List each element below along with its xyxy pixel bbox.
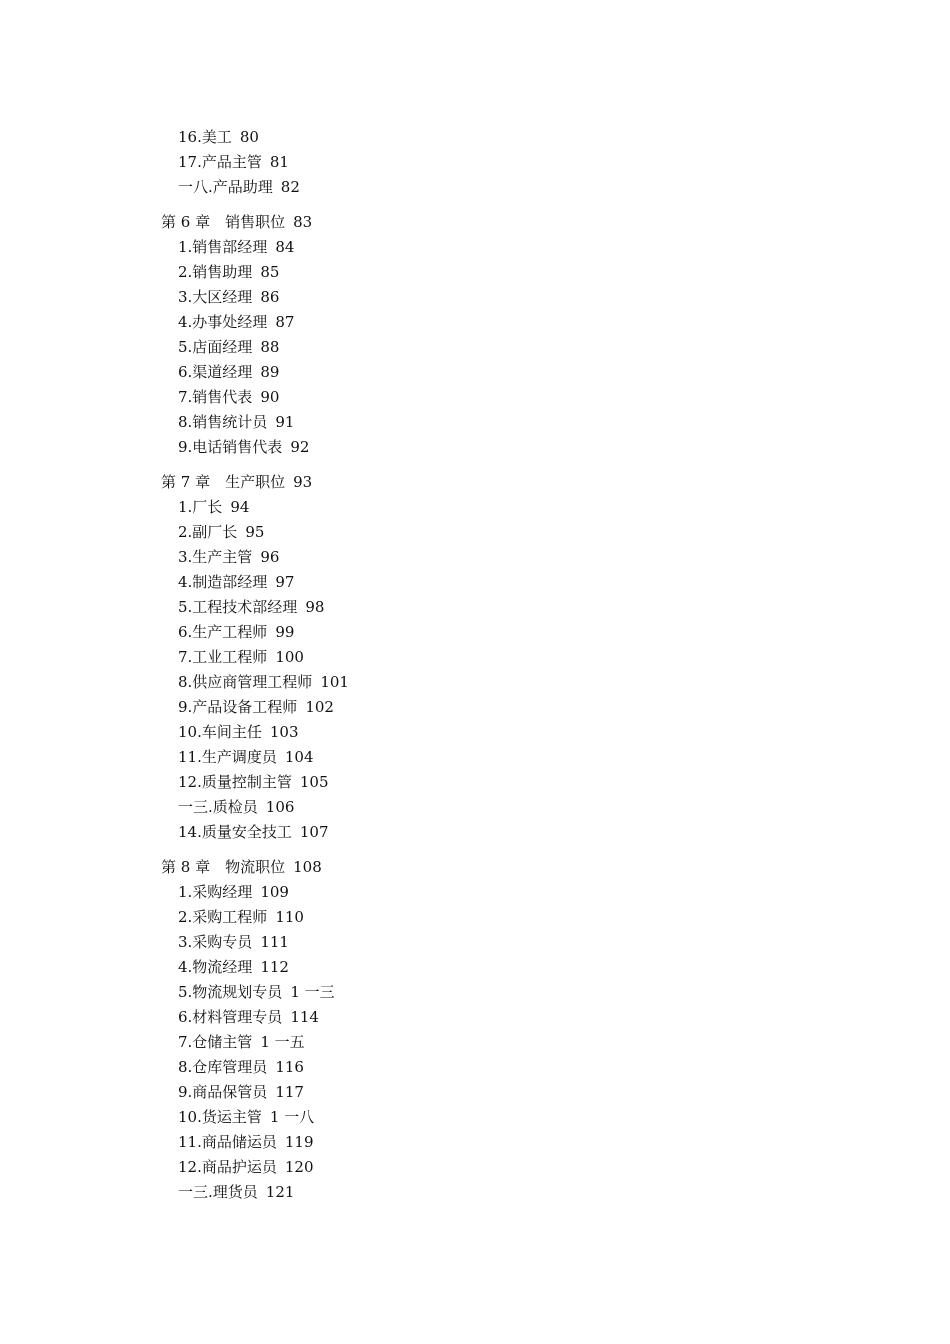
toc-entry-page: 1 一五 (260, 1033, 305, 1051)
toc-entry-page: 98 (305, 598, 325, 616)
toc-entry[interactable] (0, 930, 950, 955)
toc-entry-page: 1 一三 (290, 983, 335, 1001)
toc-entry-page: 110 (275, 908, 304, 926)
toc-entry-page: 111 (260, 933, 289, 951)
toc-entry-page: 119 (284, 1133, 314, 1151)
chapter-label: 第 7 章 (161, 473, 211, 491)
toc-entry-page: 103 (269, 723, 299, 741)
toc-entry-page: 88 (260, 338, 280, 356)
toc-entry[interactable] (0, 260, 950, 285)
chapter-section (0, 210, 950, 460)
chapter-heading[interactable] (0, 855, 950, 880)
toc-entry-page: 105 (299, 773, 329, 791)
chapter-label: 第 6 章 (161, 213, 211, 231)
toc-entry-page: 95 (245, 523, 265, 541)
toc-entry[interactable] (0, 175, 950, 200)
toc-entry-title: 2.采购工程师 (178, 908, 268, 926)
toc-entry[interactable] (0, 1055, 950, 1080)
toc-entry[interactable] (0, 435, 950, 460)
toc-entry-page: 116 (275, 1058, 304, 1076)
toc-entry-title: 9.电话销售代表 (178, 438, 283, 456)
chapter-page: 108 (293, 858, 322, 876)
toc-entry-page: 107 (299, 823, 329, 841)
chapter-title: 生产职位 (225, 473, 286, 491)
chapter-heading[interactable] (0, 210, 950, 235)
toc-entry[interactable] (0, 285, 950, 310)
chapter-entries (0, 495, 950, 845)
toc-entry-title: 4.办事处经理 (178, 313, 268, 331)
toc-entry-title: 1.销售部经理 (178, 238, 268, 256)
toc-entry-title: 一三.理货员 (178, 1183, 258, 1201)
toc-entry-title: 一八.产品助理 (178, 178, 273, 196)
toc-entry[interactable] (0, 695, 950, 720)
toc-entry-title: 9.商品保管员 (178, 1083, 268, 1101)
toc-entry-title: 11.商品储运员 (178, 1133, 277, 1151)
toc-entry-page: 91 (275, 413, 295, 431)
toc-entry-title: 8.仓库管理员 (178, 1058, 268, 1076)
toc-entry[interactable] (0, 795, 950, 820)
toc-entry-page: 101 (320, 673, 349, 691)
toc-entry[interactable] (0, 360, 950, 385)
toc-entry-title: 6.渠道经理 (178, 363, 253, 381)
toc-entry-title: 1.采购经理 (178, 883, 253, 901)
toc-entry-title: 10.车间主任 (178, 723, 262, 741)
toc-entry[interactable] (0, 545, 950, 570)
toc-entry[interactable] (0, 1005, 950, 1030)
toc-entry-title: 3.采购专员 (178, 933, 253, 951)
toc-entry[interactable] (0, 125, 950, 150)
toc-entry-page: 109 (260, 883, 289, 901)
table-of-contents (0, 125, 950, 1205)
toc-entry-title: 3.生产主管 (178, 548, 253, 566)
toc-entry[interactable] (0, 880, 950, 905)
toc-entry-title: 5.物流规划专员 (178, 983, 283, 1001)
toc-entry-page: 89 (260, 363, 280, 381)
toc-entry[interactable] (0, 1180, 950, 1205)
toc-entry-page: 104 (284, 748, 314, 766)
toc-entry-title: 9.产品设备工程师 (178, 698, 298, 716)
chapter-title: 物流职位 (225, 858, 286, 876)
chapter-section (0, 470, 950, 845)
toc-entry-title: 16.美工 (178, 128, 232, 146)
toc-entry[interactable] (0, 570, 950, 595)
toc-entry-page: 94 (230, 498, 250, 516)
intro-entries (0, 125, 950, 200)
toc-entry[interactable] (0, 595, 950, 620)
toc-entry-title: 4.制造部经理 (178, 573, 268, 591)
toc-entry[interactable] (0, 310, 950, 335)
toc-entry[interactable] (0, 150, 950, 175)
toc-entry-title: 2.副厂长 (178, 523, 238, 541)
toc-entry-title: 17.产品主管 (178, 153, 262, 171)
toc-entry-page: 87 (275, 313, 295, 331)
toc-entry[interactable] (0, 720, 950, 745)
toc-entry-title: 一三.质检员 (178, 798, 258, 816)
toc-entry-title: 6.材料管理专员 (178, 1008, 283, 1026)
toc-entry-title: 5.工程技术部经理 (178, 598, 298, 616)
toc-entry-page: 117 (275, 1083, 304, 1101)
toc-entry[interactable] (0, 1105, 950, 1130)
toc-entry-page: 99 (275, 623, 295, 641)
toc-entry[interactable] (0, 645, 950, 670)
toc-entry[interactable] (0, 235, 950, 260)
toc-entry-title: 8.销售统计员 (178, 413, 268, 431)
toc-entry-page: 90 (260, 388, 280, 406)
toc-entry[interactable] (0, 980, 950, 1005)
toc-entry-page: 96 (260, 548, 280, 566)
toc-entry[interactable] (0, 495, 950, 520)
toc-entry[interactable] (0, 745, 950, 770)
chapters (0, 210, 950, 1205)
toc-entry-page: 82 (280, 178, 300, 196)
toc-entry[interactable] (0, 385, 950, 410)
toc-entry[interactable] (0, 770, 950, 795)
toc-entry-page: 92 (290, 438, 310, 456)
toc-entry[interactable] (0, 820, 950, 845)
toc-entry-page: 100 (275, 648, 304, 666)
toc-entry-title: 14.质量安全技工 (178, 823, 292, 841)
toc-entry[interactable] (0, 955, 950, 980)
toc-entry[interactable] (0, 520, 950, 545)
toc-entry-page: 97 (275, 573, 295, 591)
toc-entry[interactable] (0, 620, 950, 645)
toc-entry-title: 7.仓储主管 (178, 1033, 253, 1051)
toc-entry-page: 102 (305, 698, 334, 716)
toc-entry-page: 120 (284, 1158, 314, 1176)
chapter-heading[interactable] (0, 470, 950, 495)
toc-entry-page: 84 (275, 238, 295, 256)
toc-entry-title: 11.生产调度员 (178, 748, 277, 766)
toc-entry[interactable] (0, 1130, 950, 1155)
chapter-entries (0, 235, 950, 460)
toc-entry-title: 5.店面经理 (178, 338, 253, 356)
toc-entry-title: 7.工业工程师 (178, 648, 268, 666)
chapter-entries (0, 880, 950, 1205)
toc-entry-title: 2.销售助理 (178, 263, 253, 281)
toc-entry-title: 7.销售代表 (178, 388, 253, 406)
toc-entry-page: 112 (260, 958, 289, 976)
toc-entry-title: 12.质量控制主管 (178, 773, 292, 791)
toc-entry-title: 6.生产工程师 (178, 623, 268, 641)
chapter-title: 销售职位 (225, 213, 286, 231)
toc-entry-title: 1.厂长 (178, 498, 223, 516)
toc-entry[interactable] (0, 905, 950, 930)
toc-entry-title: 3.大区经理 (178, 288, 253, 306)
toc-entry-page: 81 (269, 153, 289, 171)
toc-entry-page: 1 一八 (269, 1108, 315, 1126)
chapter-label: 第 8 章 (161, 858, 211, 876)
chapter-page: 83 (293, 213, 313, 231)
toc-entry-title: 10.货运主管 (178, 1108, 262, 1126)
toc-entry-page: 121 (265, 1183, 295, 1201)
toc-entry[interactable] (0, 1155, 950, 1180)
toc-entry-title: 12.商品护运员 (178, 1158, 277, 1176)
toc-entry[interactable] (0, 670, 950, 695)
toc-entry-title: 8.供应商管理工程师 (178, 673, 313, 691)
toc-entry-page: 86 (260, 288, 280, 306)
toc-entry[interactable] (0, 335, 950, 360)
chapter-section (0, 855, 950, 1205)
toc-entry-title: 4.物流经理 (178, 958, 253, 976)
toc-entry-page: 85 (260, 263, 280, 281)
toc-entry-page: 106 (265, 798, 295, 816)
toc-entry-page: 80 (239, 128, 259, 146)
chapter-page: 93 (293, 473, 313, 491)
toc-entry[interactable] (0, 1080, 950, 1105)
toc-entry[interactable] (0, 1030, 950, 1055)
toc-entry-page: 114 (290, 1008, 319, 1026)
toc-entry[interactable] (0, 410, 950, 435)
